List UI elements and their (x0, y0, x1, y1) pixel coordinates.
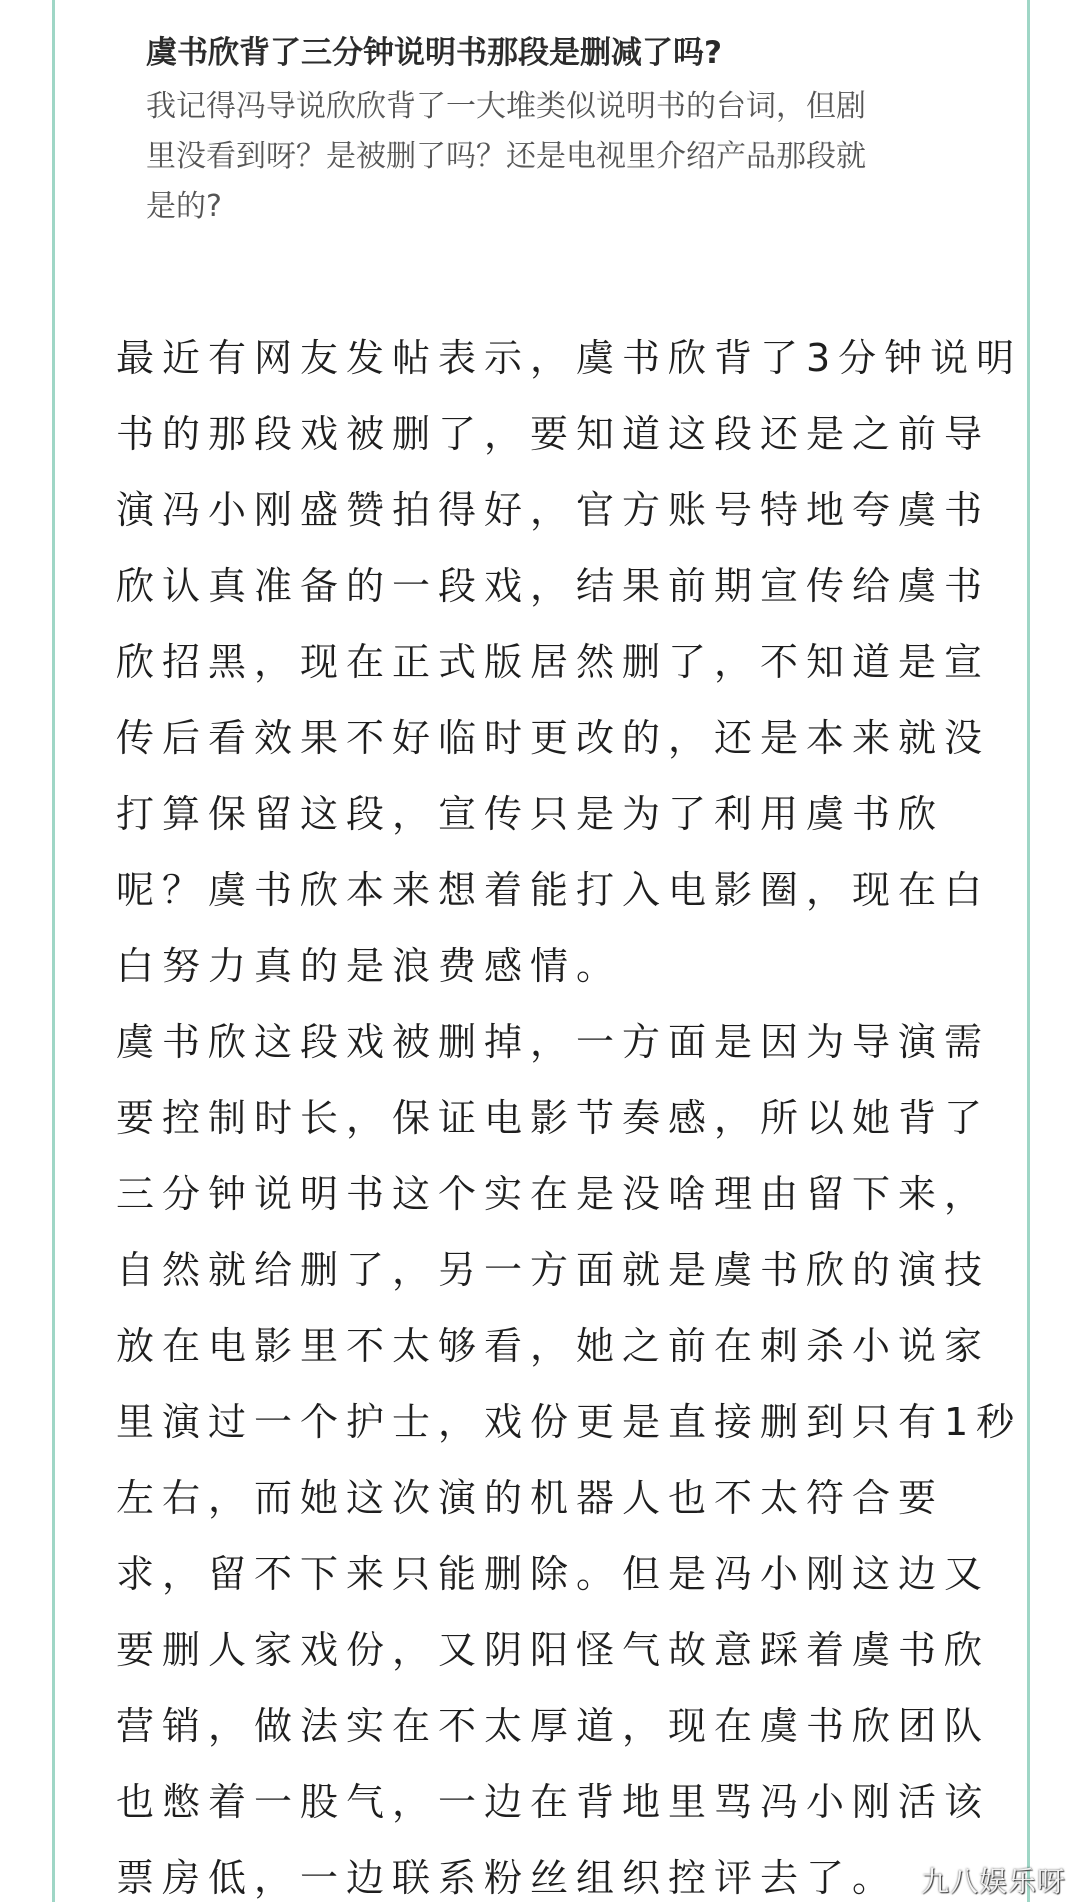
text-line: 打算保留这段，宣传只是为了利用虞书欣 (116, 792, 945, 836)
question-line: 是的? (146, 189, 222, 224)
text-line: 欣认真准备的一段戏，结果前期宣传给虞书 (116, 564, 991, 608)
text-line: 传后看效果不好临时更改的，还是本来就没 (116, 716, 991, 760)
text-line: 里演过一个护士，戏份更是直接删到只有1秒 (116, 1400, 1023, 1444)
text-line: 左右，而她这次演的机器人也不太符合要 (116, 1476, 945, 1520)
text-line: 要删人家戏份，又阴阳怪气故意踩着虞书欣 (116, 1628, 991, 1672)
text-line: 演冯小刚盛赞拍得好，官方账号特地夸虞书 (116, 488, 991, 532)
text-line: 求，留不下来只能删除。但是冯小刚这边又 (116, 1552, 991, 1596)
question-line: 我记得冯导说欣欣背了一大堆类似说明书的台词，但剧 (146, 89, 866, 124)
watermark: 九八娱乐呀 (920, 1865, 1066, 1898)
text-line: 欣招黑，现在正式版居然删了，不知道是宣 (116, 640, 991, 684)
text-line: 白努力真的是浪费感情。 (116, 944, 623, 988)
text-line: 书的那段戏被删了，要知道这段还是之前导 (116, 412, 991, 456)
text-line: 票房低，一边联系粉丝组织控评去了。 (116, 1856, 899, 1900)
text-line: 三分钟说明书这个实在是没啥理由留下来， (116, 1172, 991, 1216)
text-line: 也憋着一股气，一边在背地里骂冯小刚活该 (116, 1780, 991, 1824)
text-line: 呢？虞书欣本来想着能打入电影圈，现在白 (116, 868, 991, 912)
text-line: 放在电影里不太够看，她之前在刺杀小说家 (116, 1324, 991, 1368)
question-body (146, 82, 946, 232)
question-line: 里没看到呀？是被删了吗？还是电视里介绍产品那段就 (146, 139, 866, 174)
text-line: 最近有网友发帖表示，虞书欣背了3分钟说明 (116, 336, 1023, 380)
text-line: 营销，做法实在不太厚道，现在虞书欣团队 (116, 1704, 991, 1748)
text-line: 自然就给删了，另一方面就是虞书欣的演技 (116, 1248, 991, 1292)
text-line: 虞书欣这段戏被删掉，一方面是因为导演需 (116, 1020, 991, 1064)
text-line: 要控制时长，保证电影节奏感，所以她背了 (116, 1096, 991, 1140)
paragraph-1 (116, 320, 1023, 1004)
question-title: 虞书欣背了三分钟说明书那段是删减了吗? (146, 35, 722, 71)
question-block (146, 30, 946, 232)
